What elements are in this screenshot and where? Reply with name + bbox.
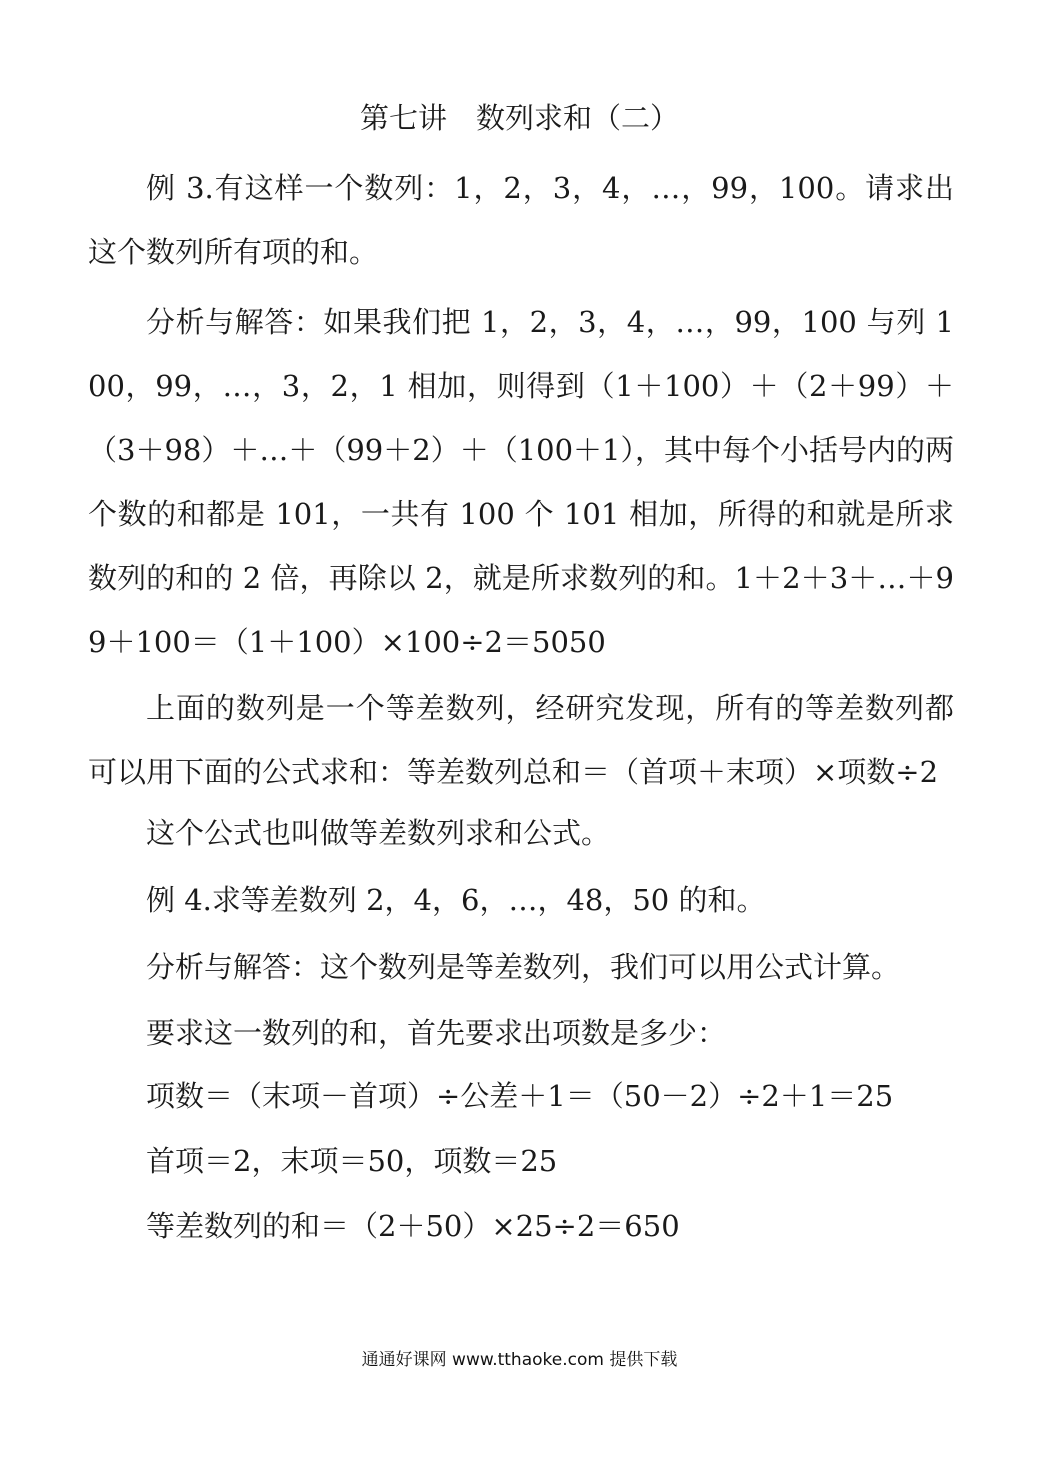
example-4-step-item-count-intro: 要求这一数列的和，首先要求出项数是多少：	[146, 1016, 727, 1050]
example-4-step-sum: 等差数列的和＝（2＋50）×25÷2＝650	[146, 1209, 680, 1243]
example-4-step-values: 首项＝2，末项＝50，项数＝25	[146, 1144, 558, 1178]
example-3-question: 例 3.有这样一个数列：1，2，3，4，…，99，100。请求出这个数列所有项的和。	[88, 171, 954, 269]
formula-intro: 上面的数列是一个等差数列，经研究发现，所有的等差数列都可以用下面的公式求和：等差数列总和＝（首项＋末项）×项数÷2	[88, 691, 954, 789]
example-4-step-item-count: 项数＝（末项－首项）÷公差＋1＝（50－2）÷2＋1＝25	[146, 1079, 894, 1113]
example-4-analysis: 分析与解答：这个数列是等差数列，我们可以用公式计算。	[146, 950, 901, 984]
formula-name: 这个公式也叫做等差数列求和公式。	[146, 816, 611, 850]
page-title: 第七讲 数列求和（二）	[359, 101, 679, 135]
footer-source-note: 通通好课网 www.tthaoke.com 提供下载	[361, 1350, 678, 1370]
example-3-analysis: 分析与解答：如果我们把 1，2，3，4，…，99，100 与列 100，99，…，3，2，1 相加，则得到（1＋100）＋（2＋99）＋（3＋98）＋…＋（99＋2）＋（100＋1），其中每个小括号内的两个数的和都是 101，一共有 100 个 101 相加，所得的和就是所求数列的和的 2 倍，再除以 2，就是所求数列的和。1＋2＋3＋…＋99＋100＝（1＋100）×100÷2＝5050	[88, 305, 955, 659]
example-4-question: 例 4.求等差数列 2，4，6，…，48，50 的和。	[146, 883, 766, 917]
